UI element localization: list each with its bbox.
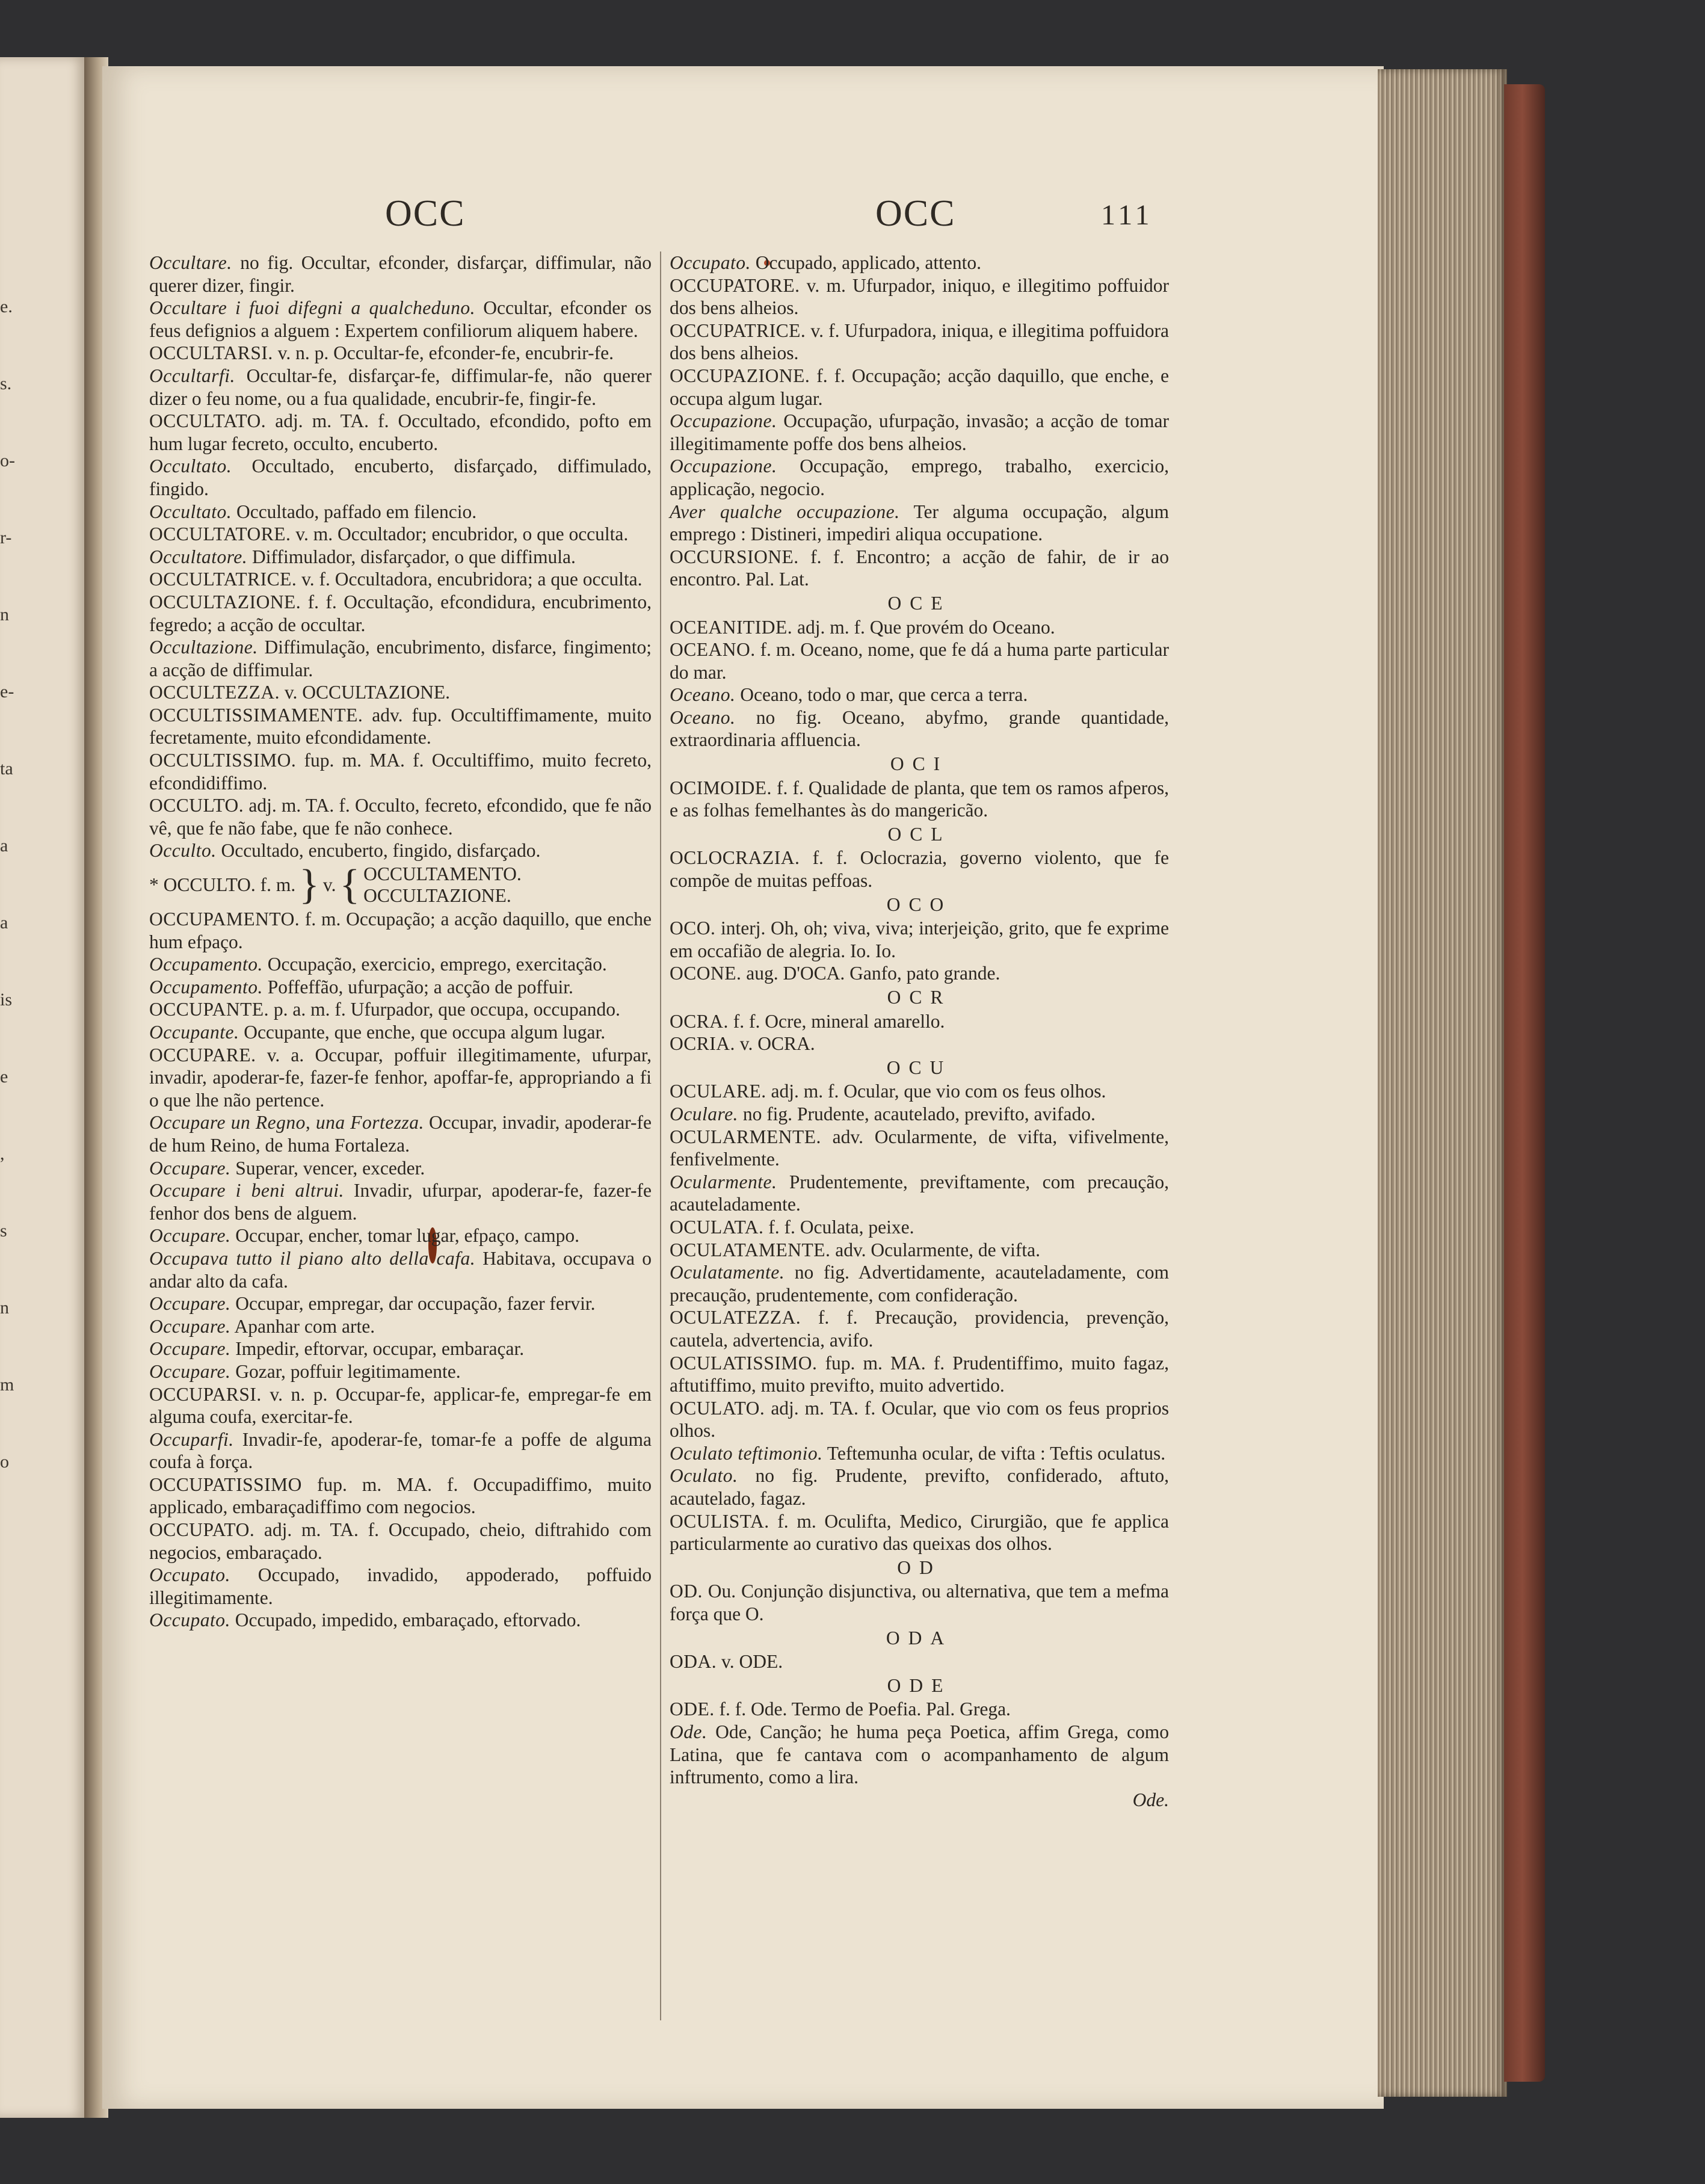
entry-headword: OCCUPARE.	[149, 1044, 256, 1066]
margin-fragment: a	[0, 836, 8, 856]
entry-headword: Oculato teftimonio.	[670, 1442, 823, 1464]
entry-headword: OCULATAMENTE.	[670, 1239, 831, 1260]
entry-definition: Occupado, invadido, appoderado, poffuido illegitimamente.	[149, 1564, 652, 1608]
entry-definition: adj. m. TA. f. Occulto, fecreto, efcondido, que fe não vê, que fe não fabe, que fe não conhece.	[149, 795, 652, 839]
dictionary-entry	[670, 319, 1169, 365]
right-column	[670, 251, 1169, 1811]
entry-headword: OCCUPAMENTO.	[149, 908, 300, 930]
entry-headword: OCEANITIDE.	[670, 616, 793, 638]
margin-fragment: a	[0, 913, 8, 933]
margin-fragment: is	[0, 990, 13, 1010]
dictionary-subentry	[149, 953, 652, 976]
entry-definition: no fig. Occultar, efconder, disfarçar, diffimular, não querer dizer, fingir.	[149, 252, 652, 296]
entry-definition: Occupar, invadir, apoderar-fe de hum Reino, de huma Fortaleza.	[149, 1112, 652, 1156]
entry-definition: adv. Ocularmente, de vifta, vifivelmente, fenfivelmente.	[670, 1126, 1169, 1170]
entry-definition: f. f. Occultação, efcondidura, encubrimento, fegredo; a acção de occultar.	[149, 591, 652, 635]
entry-definition: Habitava, occupava o andar alto da cafa.	[149, 1247, 652, 1292]
margin-fragment: n	[0, 1298, 9, 1318]
dictionary-subentry	[149, 546, 652, 569]
entry-headword: OCRIA.	[670, 1033, 735, 1055]
entry-headword: Oculato.	[670, 1465, 738, 1487]
left-column-entries-b	[149, 908, 652, 1632]
dictionary-entry	[149, 1473, 652, 1519]
entry-headword: OCO.	[670, 918, 716, 939]
dictionary-entry	[670, 1306, 1169, 1351]
entry-definition: interj. Oh, oh; viva, viva; interjeição, grito, que fe exprime em occafião de alegria. Io. Io.	[670, 918, 1169, 961]
entry-definition: f. f. Precaução, providencia, prevenção, cautela, advertencia, avifo.	[670, 1307, 1169, 1351]
entry-definition: p. a. m. f. Ufurpador, que occupa, occupando.	[269, 999, 620, 1020]
dictionary-subentry	[149, 1315, 652, 1338]
entry-headword: OCULATEZZA.	[670, 1307, 801, 1328]
entry-headword: OCULARE.	[670, 1081, 766, 1102]
page-number: 111	[1101, 199, 1153, 231]
entry-headword: Occupare.	[149, 1157, 231, 1179]
bracket-entry	[149, 862, 652, 908]
entry-headword: ODA.	[670, 1651, 717, 1673]
entry-definition: Diffimulação, encubrimento, disfarce, fingimento; a acção de diffimular.	[149, 637, 652, 680]
entry-definition: Occupado, applicado, attento.	[750, 252, 981, 273]
margin-fragment: n	[0, 605, 9, 625]
entry-headword: Occupare.	[149, 1360, 231, 1382]
entry-headword: OCLOCRAZIA.	[670, 847, 800, 869]
dictionary-entry	[149, 908, 652, 953]
entry-headword: OCCUPANTE.	[149, 999, 269, 1020]
entry-definition: Occultar, efconder os feus defignios a alguem : Expertem confiliorum aliquem habere.	[149, 297, 652, 341]
entry-definition: adv. fup. Occultiffimamente, muito fecretamente, muito efcondidamente.	[149, 704, 652, 748]
entry-definition: Invadir-fe, apoderar-fe, tomar-fe a poffe de alguma coufa à força.	[149, 1428, 652, 1473]
entry-headword: Occultato.	[149, 501, 232, 522]
entry-definition: Ou. Conjunção disjunctiva, ou alternativa, que tem a mefma força que O.	[670, 1581, 1169, 1625]
left-column-entries-a	[149, 251, 652, 862]
entry-definition: Apanhar com arte.	[230, 1315, 375, 1337]
entry-definition: no fig. Prudente, previfto, confiderado, aftuto, acautelado, fagaz.	[670, 1465, 1169, 1510]
entry-definition: Occupado, impedido, embaraçado, eftorvado.	[230, 1609, 581, 1631]
entry-headword: OCONE.	[670, 963, 742, 984]
dictionary-subentry	[149, 1247, 652, 1292]
running-head-left: OCC	[385, 193, 466, 234]
entry-headword: Occultarfi.	[149, 365, 235, 386]
entry-definition: Poffeffão, ufurpação; a acção de poffuir.	[262, 976, 573, 998]
dictionary-subentry	[670, 1103, 1169, 1126]
dictionary-subentry	[149, 1428, 652, 1473]
entry-headword: Oculatamente.	[670, 1262, 785, 1283]
entry-definition: adj. m. f. Que provém do Oceano.	[792, 616, 1055, 638]
dictionary-subentry	[670, 251, 1169, 274]
entry-headword: ODE.	[670, 1698, 715, 1720]
entry-headword: OCCULTATRICE.	[149, 569, 297, 590]
entry-definition: Invadir, ufurpar, apoderar-fe, fazer-fe fenhor dos bens de alguem.	[149, 1180, 652, 1224]
entry-headword: Aver qualche occupazione.	[670, 501, 900, 522]
entry-headword: Oculare.	[670, 1103, 738, 1124]
dictionary-entry	[149, 681, 652, 704]
dictionary-subentry	[149, 501, 652, 523]
book-cover	[1504, 84, 1545, 2082]
dictionary-subentry	[670, 1464, 1169, 1510]
dictionary-entry	[670, 847, 1169, 892]
dictionary-entry	[670, 962, 1169, 985]
entry-definition: f. f. Oculata, peixe.	[763, 1216, 914, 1238]
section-heading: ODE	[887, 1674, 952, 1696]
bracket-entry-label: * OCCULTO. f. m.	[149, 874, 296, 896]
dictionary-entry	[670, 616, 1169, 639]
entry-headword: OCCUPATORE.	[670, 274, 800, 296]
entry-definition: Ter alguma occupação, algum emprego : Distineri, impediri aliqua occupatione.	[670, 501, 1169, 545]
dictionary-subentry	[149, 1157, 652, 1180]
entry-headword: OCULATO.	[670, 1397, 765, 1419]
entry-definition: adj. m. TA. f. Occultado, efcondido, pofto em hum lugar fecreto, occulto, encuberto.	[149, 410, 652, 454]
entry-headword: Occupare un Regno, una Fortezza.	[149, 1112, 424, 1134]
entry-definition: Diffimulador, disfarçador, o que diffimula.	[247, 546, 576, 567]
dictionary-entry	[670, 777, 1169, 822]
dictionary-entry	[149, 410, 652, 455]
section-heading: OD	[897, 1556, 942, 1578]
entry-definition: fup. m. MA. f. Occupadiffimo, muito applicado, embaraçadiffimo com negocios.	[149, 1473, 652, 1518]
entry-definition: f. m. Oceano, nome, que fe dá a huma parte particular do mar.	[670, 639, 1169, 683]
left-page-margin-fragments	[0, 295, 18, 1527]
dictionary-subentry	[670, 683, 1169, 706]
dictionary-subentry	[149, 1111, 652, 1156]
entry-definition: no fig. Oceano, abyfmo, grande quantidade, extraordinaria affluencia.	[670, 706, 1169, 751]
margin-fragment: e	[0, 1067, 8, 1087]
margin-fragment: ta	[0, 759, 13, 779]
entry-headword: Occuparfi.	[149, 1428, 234, 1450]
dictionary-subentry	[149, 297, 652, 342]
dictionary-entry	[670, 917, 1169, 962]
entry-definition: v. OCRA.	[735, 1033, 815, 1055]
dictionary-entry	[149, 749, 652, 794]
entry-definition: Ode, Canção; he huma peça Poetica, affim Grega, como Latina, que fe cantava com o acompanhamento de algum inftrumento, como a lira.	[670, 1721, 1169, 1788]
dictionary-entry	[670, 1239, 1169, 1262]
dictionary-entry	[670, 638, 1169, 683]
section-heading: OCR	[887, 987, 952, 1008]
entry-headword: Occupante.	[149, 1022, 239, 1043]
entry-headword: Occupamento.	[149, 954, 263, 975]
entry-headword: OCCULTARSI.	[149, 342, 273, 364]
entry-headword: OCCULTAZIONE.	[149, 591, 301, 612]
entry-headword: Occupamento.	[149, 976, 263, 998]
bracket-entry-target-1: OCCULTAMENTO.	[363, 863, 522, 885]
entry-definition: Occupante, que enche, que occupa algum lugar.	[239, 1022, 606, 1043]
margin-fragment: e-	[0, 682, 14, 702]
entry-headword: Ocularmente.	[670, 1171, 777, 1192]
entry-definition: v. a. Occupar, poffuir illegitimamente, ufurpar, invadir, apoderar-fe, fazer-fe fenhor, apoffar-fe, appropriando a fi o que lhe não pertence.	[149, 1044, 652, 1111]
entry-headword: OCCURSIONE.	[670, 546, 799, 567]
entry-headword: OCULISTA.	[670, 1510, 769, 1532]
entry-definition: f. f. Encontro; a acção de fahir, de ir ao encontro. Pal. Lat.	[670, 546, 1169, 590]
dictionary-entry	[670, 1510, 1169, 1555]
entry-headword: OCCUPATO.	[149, 1519, 255, 1541]
entry-headword: Ode.	[670, 1721, 708, 1742]
margin-fragment: s	[0, 1221, 7, 1241]
entry-definition: f. f. Oclocrazia, governo violento, que fe compõe de muitas peffoas.	[670, 847, 1169, 892]
dictionary-subentry	[670, 501, 1169, 546]
entry-definition: v. f. Ufurpadora, iniqua, e illegitima poffuidora dos bens alheios.	[670, 319, 1169, 364]
entry-headword: Occupato.	[149, 1564, 230, 1586]
entry-headword: OCCULTATORE.	[149, 523, 291, 545]
entry-definition: Teftemunha ocular, de vifta : Teftis oculatus.	[822, 1442, 1166, 1464]
entry-headword: OCCULTEZZA.	[149, 682, 280, 703]
dictionary-entry	[670, 1397, 1169, 1442]
dictionary-subentry	[149, 251, 652, 297]
dictionary-entry	[149, 1519, 652, 1564]
dictionary-subentry	[670, 706, 1169, 751]
right-column-entries	[670, 251, 1169, 1789]
margin-fragment: m	[0, 1375, 14, 1395]
dictionary-subentry	[670, 410, 1169, 455]
entry-definition: v. f. Occultadora, encubridora; a que occulta.	[297, 569, 643, 590]
dictionary-entry	[149, 342, 652, 365]
dictionary-subentry	[149, 1609, 652, 1632]
entry-headword: Occupava tutto il piano alto della cafa.	[149, 1247, 476, 1269]
entry-definition: Occultado, paffado em filencio.	[232, 501, 477, 522]
dictionary-entry	[149, 591, 652, 636]
entry-definition: v. m. Occultador; encubridor, o que occulta.	[291, 523, 629, 545]
dictionary-subentry	[670, 1442, 1169, 1465]
entry-headword: OCCUPATRICE.	[670, 319, 806, 341]
bracket-entry-targets	[363, 863, 522, 907]
dictionary-entry	[670, 1010, 1169, 1033]
dictionary-entry	[149, 523, 652, 546]
dictionary-subentry	[149, 455, 652, 500]
dictionary-subentry	[149, 1337, 652, 1360]
entry-definition: fup. m. MA. f. Occultiffimo, muito fecreto, efcondidiffimo.	[149, 750, 652, 794]
dictionary-entry	[149, 568, 652, 591]
section-heading: ODA	[886, 1627, 953, 1649]
entry-definition: no fig. Prudente, acautelado, previfto, avifado.	[738, 1103, 1096, 1124]
dictionary-subentry	[670, 1261, 1169, 1306]
dictionary-entry	[670, 1216, 1169, 1239]
dictionary-subentry	[149, 976, 652, 999]
entry-definition: f. m. Occupação; a acção daquillo, que enche hum efpaço.	[149, 908, 652, 952]
entry-headword: Occupare.	[149, 1225, 231, 1247]
dictionary-entry	[670, 1032, 1169, 1055]
dictionary-subentry	[149, 1021, 652, 1044]
entry-headword: Occultato.	[149, 455, 232, 477]
entry-headword: Occultare.	[149, 252, 232, 273]
entry-definition: v. OCCULTAZIONE.	[279, 682, 450, 703]
bracket-entry-target-2: OCCULTAZIONE.	[363, 885, 511, 907]
entry-definition: fup. m. MA. f. Prudentiffimo, muito fagaz, aftutiffimo, muito previfto, muito advertido.	[670, 1352, 1169, 1396]
entry-headword: Occupato.	[149, 1609, 230, 1631]
entry-definition: f. f. Ocre, mineral amarello.	[728, 1010, 945, 1032]
section-heading: OCE	[887, 592, 951, 614]
entry-headword: Occultazione.	[149, 637, 258, 658]
dictionary-subentry	[149, 1292, 652, 1315]
entry-definition: Occupação, ufurpação, invasão; a acção de tomar illegitimamente poffe dos bens alheios.	[670, 410, 1169, 454]
entry-headword: OCIMOIDE.	[670, 777, 772, 798]
dictionary-subentry	[149, 365, 652, 410]
column-rule	[660, 251, 661, 2020]
dictionary-entry	[670, 1352, 1169, 1397]
entry-headword: OCULATISSIMO.	[670, 1352, 818, 1374]
entry-headword: Oceano.	[670, 684, 736, 706]
brace-icon: }	[299, 862, 319, 908]
brace-open-icon: {	[339, 862, 360, 908]
entry-definition: Occultado, encuberto, fingido, disfarçado.	[216, 840, 541, 862]
margin-fragment: o-	[0, 451, 15, 470]
entry-definition: no fig. Advertidamente, acauteladamente, com precaução, prudentemente, com confideração.	[670, 1262, 1169, 1306]
entry-definition: Oceano, todo o mar, que cerca a terra.	[735, 684, 1028, 706]
dictionary-entry	[149, 1383, 652, 1428]
margin-fragment: s.	[0, 374, 12, 393]
margin-fragment: o	[0, 1452, 9, 1472]
dictionary-entry	[670, 1698, 1169, 1721]
entry-headword: Occupazione.	[670, 410, 777, 432]
entry-definition: v. m. Ufurpador, iniquo, e illegitimo poffuidor dos bens alheios.	[670, 274, 1169, 319]
entry-headword: OCULATA.	[670, 1216, 764, 1238]
entry-headword: OCRA.	[670, 1010, 729, 1032]
catchword: Ode.	[1132, 1789, 1169, 1810]
entry-definition: f. f. Occupação; acção daquillo, que enche, e occupa algum lugar.	[670, 365, 1169, 409]
dictionary-entry	[670, 546, 1169, 591]
bracket-entry-ref: v.	[322, 874, 336, 896]
dictionary-subentry	[149, 1360, 652, 1383]
entry-definition: Impedir, eftorvar, occupar, embaraçar.	[230, 1338, 525, 1360]
entry-definition: Occupar, empregar, dar occupação, fazer fervir.	[230, 1293, 596, 1315]
entry-headword: OD.	[670, 1581, 703, 1602]
entry-headword: OCCULTATO.	[149, 410, 267, 432]
section-heading: OCU	[886, 1057, 952, 1078]
entry-headword: Occupazione.	[670, 455, 777, 477]
entry-headword: OCCULTISSIMAMENTE.	[149, 704, 363, 726]
dictionary-subentry	[670, 455, 1169, 500]
entry-headword: Occupare.	[149, 1338, 231, 1360]
entry-headword: Occultare i fuoi difegni a qualcheduno.	[149, 297, 476, 319]
entry-headword: OCCUPARSI.	[149, 1383, 262, 1405]
entry-definition: adj. m. TA. f. Occupado, cheio, diftrahido com negocios, embaraçado.	[149, 1519, 652, 1563]
entry-headword: OCCULTO.	[149, 795, 244, 816]
dictionary-subentry	[149, 636, 652, 681]
entry-definition: f. f. Qualidade de planta, que tem os ramos afperos, e as folhas femelhantes às do mangericão.	[670, 777, 1169, 821]
entry-definition: Occupar, encher, tomar lugar, efpaço, campo.	[230, 1225, 579, 1247]
dictionary-subentry	[670, 1171, 1169, 1216]
section-heading: OCO	[886, 893, 952, 915]
entry-headword: OCCUPAZIONE.	[670, 365, 810, 386]
dictionary-entry	[670, 1126, 1169, 1171]
entry-definition: adv. Ocularmente, de vifta.	[830, 1239, 1041, 1260]
entry-definition: Superar, vencer, exceder.	[230, 1157, 425, 1179]
dictionary-entry	[670, 1080, 1169, 1103]
margin-fragment: e.	[0, 297, 13, 316]
entry-headword: Occupare.	[149, 1293, 231, 1315]
dictionary-subentry	[149, 1564, 652, 1609]
entry-headword: Occultatore.	[149, 546, 248, 567]
dictionary-subentry	[149, 1179, 652, 1224]
entry-headword: OCULARMENTE.	[670, 1126, 821, 1147]
dictionary-entry	[670, 1650, 1169, 1673]
dictionary-entry	[149, 704, 652, 749]
dictionary-entry	[149, 998, 652, 1021]
left-page-edge	[0, 57, 87, 2118]
entry-definition: adj. m. TA. f. Ocular, que vio com os feus proprios olhos.	[670, 1397, 1169, 1442]
dictionary-entry	[149, 794, 652, 839]
page-block-edge	[1378, 69, 1507, 2097]
entry-headword: Occupato.	[670, 252, 751, 273]
section-heading: OCL	[887, 823, 951, 845]
section-heading: OCI	[890, 753, 949, 775]
entry-definition: Occupação, exercicio, emprego, exercitação.	[262, 954, 607, 975]
entry-definition: Occultar-fe, disfarçar-fe, diffimular-fe, não querer dizer o feu nome, ou a fua qualidade, encubrir-fe, fingir-fe.	[149, 365, 652, 409]
running-head-right: OCC	[875, 193, 956, 234]
entry-definition: Prudentemente, previftamente, com precaução, acauteladamente.	[670, 1171, 1169, 1215]
entry-definition: Occultado, encuberto, disfarçado, diffimulado, fingido.	[149, 455, 652, 499]
entry-headword: Oceano.	[670, 706, 736, 728]
entry-definition: Occupação, emprego, trabalho, exercicio, applicação, negocio.	[670, 455, 1169, 499]
entry-definition: v. n. p. Occultar-fe, efconder-fe, encubrir-fe.	[273, 342, 614, 364]
dictionary-entry	[670, 1580, 1169, 1625]
entry-definition: v. n. p. Occupar-fe, applicar-fe, empregar-fe em alguma coufa, exercitar-fe.	[149, 1383, 652, 1428]
dictionary-entry	[149, 1044, 652, 1112]
entry-headword: Occulto.	[149, 840, 217, 862]
entry-headword: OCEANO.	[670, 639, 756, 661]
entry-headword: OCCULTISSIMO.	[149, 750, 297, 771]
entry-definition: aug. D'OCA. Ganfo, pato grande.	[741, 963, 1000, 984]
dictionary-entry	[670, 365, 1169, 410]
margin-fragment: ,	[0, 1144, 5, 1164]
dictionary-subentry	[670, 1721, 1169, 1789]
dictionary-subentry	[149, 1224, 652, 1247]
margin-fragment: r-	[0, 528, 12, 548]
left-column	[149, 251, 652, 1632]
entry-definition: f. f. Ode. Termo de Poefia. Pal. Grega.	[714, 1698, 1011, 1720]
dictionary-entry	[670, 274, 1169, 319]
entry-definition: adj. m. f. Ocular, que vio com os feus olhos.	[766, 1081, 1106, 1102]
entry-headword: Occupare i beni altrui.	[149, 1180, 344, 1202]
entry-definition: Gozar, poffuir legitimamente.	[230, 1360, 461, 1382]
entry-definition: v. ODE.	[717, 1651, 783, 1673]
entry-headword: OCCUPATISSIMO	[149, 1473, 302, 1495]
entry-definition: f. m. Oculifta, Medico, Cirurgião, que fe applica particularmente ao curativo das queixas dos olhos.	[670, 1510, 1169, 1555]
dictionary-subentry	[149, 839, 652, 862]
entry-headword: Occupare.	[149, 1315, 231, 1337]
